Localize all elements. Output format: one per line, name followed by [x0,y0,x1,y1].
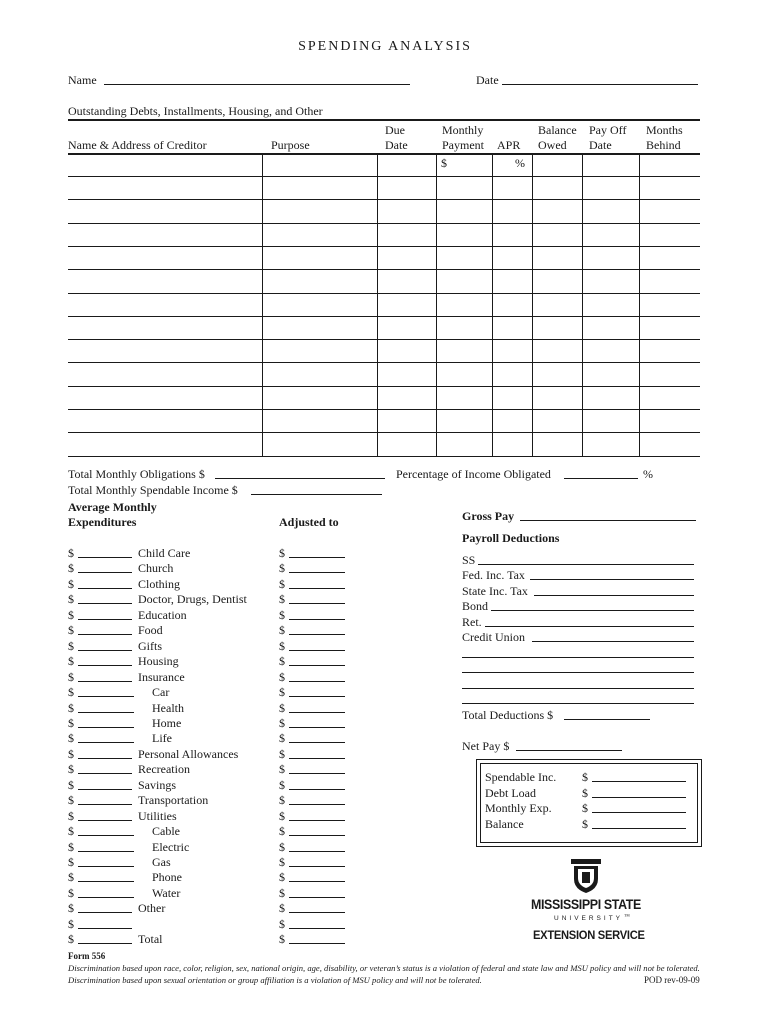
expense-dollar-sign: $ [68,654,74,668]
adjusted-dollar-sign: $ [279,670,285,684]
adjusted-amount-field[interactable] [289,619,345,620]
adjusted-dollar-sign: $ [279,701,285,715]
debt-column-divider [492,153,493,456]
expense-label: Housing [138,654,179,668]
deduction-label: Bond [462,599,489,613]
adjusted-amount-field[interactable] [289,773,345,774]
adjusted-amount-field[interactable] [289,912,345,913]
deduction-amount-field[interactable] [462,688,694,689]
total-obligations-field[interactable] [215,478,385,479]
expense-amount-field[interactable] [78,943,132,944]
debt-row-line [68,293,700,294]
debt-row-line [68,362,700,363]
expense-amount-field[interactable] [78,881,134,882]
expense-label: Gifts [138,639,162,653]
adjusted-dollar-sign: $ [279,654,285,668]
expense-amount-field[interactable] [78,928,132,929]
deduction-label: Ret. [462,615,482,629]
debt-row-line [68,246,700,247]
col-months-2: Behind [646,138,681,152]
expense-dollar-sign: $ [68,546,74,560]
adjusted-amount-field[interactable] [289,681,345,682]
expense-label: Clothing [138,577,181,591]
expense-label: Child Care [138,546,191,560]
debt-row-line [68,176,700,177]
debt-column-divider [639,153,640,456]
msu-shield-icon [571,859,601,893]
expense-dollar-sign: $ [68,577,74,591]
debt-row-line [68,269,700,270]
total-spendable-field[interactable] [251,494,382,495]
net-pay-field[interactable] [516,750,622,751]
adjusted-amount-field[interactable] [289,742,345,743]
expense-label: Other [138,901,166,915]
col-payoff-1: Pay Off [589,123,627,137]
expense-amount-field[interactable] [78,758,132,759]
expense-label: Gas [152,855,171,869]
net-pay-label: Net Pay $ [462,739,510,753]
expense-amount-field[interactable] [78,572,132,573]
debts-top-rule [68,119,700,121]
expense-amount-field[interactable] [78,634,132,635]
name-field[interactable] [104,84,410,85]
total-obligations-label: Total Monthly Obligations $ [68,467,205,481]
logo-line2: UNIVERSITY [554,915,624,922]
expense-label: Transportation [138,793,209,807]
debts-section-title: Outstanding Debts, Installments, Housing, and Other [68,104,323,118]
adjusted-dollar-sign: $ [279,855,285,869]
expense-label: Car [152,685,170,699]
expense-amount-field[interactable] [78,820,132,821]
expense-dollar-sign: $ [68,731,74,745]
expense-dollar-sign: $ [68,840,74,854]
expense-label: Cable [152,824,180,838]
logo-line1: MISSISSIPPI STATE [531,897,641,912]
expense-dollar-sign: $ [68,932,74,946]
adjusted-dollar-sign: $ [279,886,285,900]
logo-trademark: ™ [624,914,630,920]
deduction-label: SS [462,553,476,567]
debt-row-line [68,432,700,433]
expense-amount-field[interactable] [78,650,132,651]
expense-amount-field[interactable] [78,727,134,728]
apr-percent-sign: % [515,156,525,170]
adjusted-amount-field[interactable] [289,928,345,929]
gross-pay-field[interactable] [520,520,696,521]
deduction-label: Credit Union [462,630,525,644]
adjusted-dollar-sign: $ [279,685,285,699]
col-balance-2: Owed [538,138,567,152]
expense-amount-field[interactable] [78,712,134,713]
logo-line3: EXTENSION SERVICE [533,928,645,942]
expense-amount-field[interactable] [78,681,132,682]
deduction-label: Fed. Inc. Tax [462,568,525,582]
expense-label: Food [138,623,163,637]
expense-amount-field[interactable] [78,851,134,852]
adjusted-amount-field[interactable] [289,634,345,635]
deduction-amount-field[interactable] [462,672,694,673]
expense-dollar-sign: $ [68,639,74,653]
form-number: Form 556 [68,951,106,961]
adjusted-amount-field[interactable] [289,789,345,790]
debt-row-line [68,199,700,200]
adjusted-amount-field[interactable] [289,835,345,836]
debt-row-line [68,386,700,387]
adjusted-dollar-sign: $ [279,870,285,884]
debt-row-line [68,456,700,457]
expense-label: Total [138,932,163,946]
summary-dollar-sign: $ [582,770,588,784]
expense-dollar-sign: $ [68,917,74,931]
summary-label: Debt Load [485,786,536,800]
col-payoff-2: Date [589,138,612,152]
debt-row-line [68,339,700,340]
expense-dollar-sign: $ [68,623,74,637]
debt-column-divider [377,153,378,456]
expense-amount-field[interactable] [78,773,132,774]
adjusted-amount-field[interactable] [289,943,345,944]
summary-label: Monthly Exp. [485,801,552,815]
percentage-obligated-field[interactable] [564,478,638,479]
payroll-deductions-heading: Payroll Deductions [462,531,560,545]
expense-amount-field[interactable] [78,588,132,589]
deduction-amount-field[interactable] [485,626,694,627]
debts-header-rule [68,153,700,155]
expense-dollar-sign: $ [68,901,74,915]
expense-amount-field[interactable] [78,665,132,666]
adjusted-dollar-sign: $ [279,623,285,637]
adjusted-dollar-sign: $ [279,577,285,591]
expense-dollar-sign: $ [68,561,74,575]
adjusted-amount-field[interactable] [289,851,345,852]
adjusted-amount-field[interactable] [289,696,345,697]
expense-dollar-sign: $ [68,747,74,761]
expense-dollar-sign: $ [68,870,74,884]
expense-dollar-sign: $ [68,793,74,807]
adjusted-amount-field[interactable] [289,650,345,651]
adjusted-amount-field[interactable] [289,712,345,713]
gross-pay-label: Gross Pay [462,509,515,523]
expense-amount-field[interactable] [78,557,132,558]
adjusted-amount-field[interactable] [289,897,345,898]
deduction-amount-field[interactable] [478,564,694,565]
total-spendable-label: Total Monthly Spendable Income $ [68,483,238,497]
expense-dollar-sign: $ [68,886,74,900]
date-field[interactable] [502,84,698,85]
col-monthly-2: Payment [442,138,484,152]
expense-amount-field[interactable] [78,912,132,913]
adjusted-dollar-sign: $ [279,747,285,761]
debt-row-line [68,223,700,224]
expense-amount-field[interactable] [78,603,132,604]
expenditures-heading-2: Expenditures [68,515,137,529]
expense-amount-field[interactable] [78,866,134,867]
page-title: SPENDING ANALYSIS [298,39,472,54]
summary-dollar-sign: $ [582,786,588,800]
col-due-2: Date [385,138,408,152]
expense-amount-field[interactable] [78,804,132,805]
deduction-amount-field[interactable] [491,610,694,611]
summary-label: Balance [485,817,524,831]
adjusted-dollar-sign: $ [279,809,285,823]
expense-label: Personal Allowances [138,747,239,761]
adjusted-dollar-sign: $ [279,639,285,653]
summary-amount-field[interactable] [592,828,686,829]
summary-dollar-sign: $ [582,801,588,815]
adjusted-amount-field[interactable] [289,557,345,558]
expense-label: Doctor, Drugs, Dentist [138,592,247,606]
monthly-dollar-sign: $ [441,156,447,170]
col-creditor: Name & Address of Creditor [68,138,207,152]
adjusted-dollar-sign: $ [279,716,285,730]
debt-row-line [68,316,700,317]
summary-dollar-sign: $ [582,817,588,831]
col-months-1: Months [646,123,683,137]
expense-label: Savings [138,778,177,792]
expense-dollar-sign: $ [68,608,74,622]
col-purpose: Purpose [271,138,310,152]
adjusted-amount-field[interactable] [289,820,345,821]
adjusted-dollar-sign: $ [279,778,285,792]
deduction-amount-field[interactable] [532,641,694,642]
debt-column-divider [532,153,533,456]
adjusted-dollar-sign: $ [279,608,285,622]
adjusted-amount-field[interactable] [289,727,345,728]
revision-code: POD rev-09-09 [644,975,700,985]
expense-dollar-sign: $ [68,809,74,823]
debt-row-line [68,409,700,410]
adjusted-amount-field[interactable] [289,866,345,867]
deduction-amount-field[interactable] [462,657,694,658]
adjusted-dollar-sign: $ [279,932,285,946]
adjusted-dollar-sign: $ [279,561,285,575]
col-monthly-1: Monthly [442,123,484,137]
discrimination-notice: Discrimination based upon race, color, religion, sex, national origin, age, disability, or veteran’s status is a violation of federal and state law and MSU policy and will not be tolerated. Discrimination based upon sexual orientation or group affiliation is a violation of MSU policy and will not be tolerated. [68,963,700,985]
adjusted-dollar-sign: $ [279,592,285,606]
adjusted-dollar-sign: $ [279,546,285,560]
col-due-1: Due [385,123,405,137]
adjusted-dollar-sign: $ [279,793,285,807]
deduction-amount-field[interactable] [530,579,694,580]
percent-sign: % [643,467,653,481]
expense-dollar-sign: $ [68,778,74,792]
total-deductions-label: Total Deductions $ [462,708,554,722]
date-label: Date [476,73,499,87]
expense-dollar-sign: $ [68,592,74,606]
name-label: Name [68,73,97,87]
adjusted-dollar-sign: $ [279,901,285,915]
expense-label: Home [152,716,182,730]
expense-label: Recreation [138,762,190,776]
adjusted-amount-field[interactable] [289,665,345,666]
expense-label: Education [138,608,187,622]
expense-label: Utilities [138,809,177,823]
summary-amount-field[interactable] [592,781,686,782]
expense-label: Phone [152,870,182,884]
expense-dollar-sign: $ [68,701,74,715]
deduction-amount-field[interactable] [534,595,694,596]
adjusted-amount-field[interactable] [289,881,345,882]
expense-amount-field[interactable] [78,789,132,790]
debt-column-divider [262,153,263,456]
expense-dollar-sign: $ [68,685,74,699]
adjusted-amount-field[interactable] [289,603,345,604]
expenditures-heading-1: Average Monthly [68,500,157,514]
adjusted-dollar-sign: $ [279,840,285,854]
col-apr: APR [497,138,521,152]
col-balance-1: Balance [538,123,577,137]
expense-dollar-sign: $ [68,855,74,869]
expense-amount-field[interactable] [78,835,134,836]
debt-column-divider [582,153,583,456]
summary-amount-field[interactable] [592,797,686,798]
expense-dollar-sign: $ [68,762,74,776]
percentage-obligated-label: Percentage of Income Obligated [396,467,551,481]
summary-amount-field[interactable] [592,812,686,813]
expense-amount-field[interactable] [78,742,134,743]
expense-amount-field[interactable] [78,619,132,620]
expense-dollar-sign: $ [68,824,74,838]
expense-amount-field[interactable] [78,897,134,898]
deduction-amount-field[interactable] [462,703,694,704]
adjusted-dollar-sign: $ [279,762,285,776]
expense-label: Insurance [138,670,185,684]
expense-dollar-sign: $ [68,716,74,730]
expense-label: Life [152,731,172,745]
expense-label: Health [152,701,184,715]
expense-label: Electric [152,840,190,854]
adjusted-amount-field[interactable] [289,588,345,589]
adjusted-amount-field[interactable] [289,758,345,759]
expense-dollar-sign: $ [68,670,74,684]
expense-amount-field[interactable] [78,696,134,697]
adjusted-heading: Adjusted to [279,515,339,529]
adjusted-dollar-sign: $ [279,731,285,745]
adjusted-amount-field[interactable] [289,572,345,573]
debt-column-divider [436,153,437,456]
expense-label: Church [138,561,174,575]
summary-label: Spendable Inc. [485,770,557,784]
deduction-label: State Inc. Tax [462,584,528,598]
total-deductions-field[interactable] [564,719,650,720]
expense-label: Water [152,886,181,900]
adjusted-dollar-sign: $ [279,917,285,931]
adjusted-dollar-sign: $ [279,824,285,838]
adjusted-amount-field[interactable] [289,804,345,805]
